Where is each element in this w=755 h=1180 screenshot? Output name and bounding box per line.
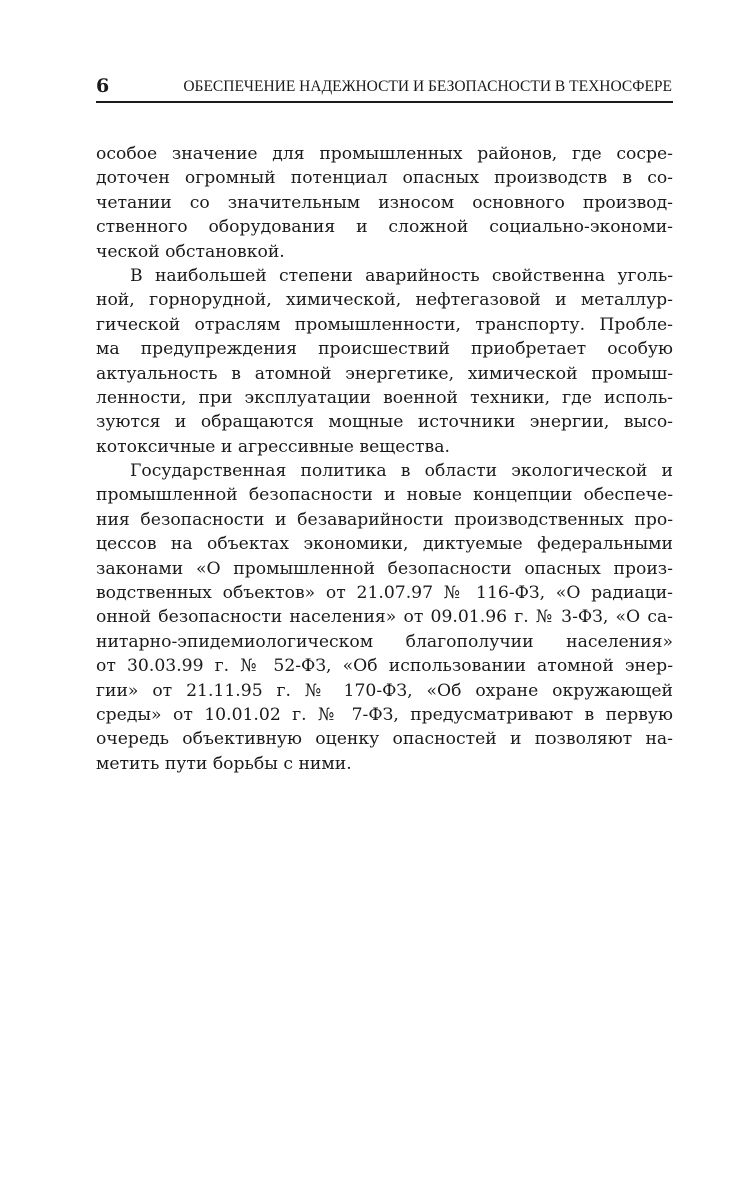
- text-line: Государственная политика в области экологической и: [130, 461, 673, 482]
- text-line: ма предупреждения происшествий приобретает особую: [96, 339, 673, 360]
- header-rule: [96, 101, 673, 103]
- paragraph-2: [96, 264, 673, 459]
- text-line: ленности, при эксплуатации военной техники, где исполь-: [96, 387, 673, 408]
- text-line: доточен огромный потенциал опасных производств в со-: [96, 168, 673, 189]
- paragraph-3: [96, 459, 673, 776]
- page-header: [96, 74, 672, 102]
- running-title: ОБЕСПЕЧЕНИЕ НАДЕЖНОСТИ И БЕЗОПАСНОСТИ В ТЕХНОСФЕРЕ: [183, 78, 672, 95]
- text-line: водственных объектов» от 21.07.97 № 116-ФЗ, «О радиаци-: [96, 583, 673, 604]
- text-line: ственного оборудования и сложной социально-экономи-: [96, 217, 673, 238]
- text-line: очередь объективную оценку опасностей и позволяют на-: [96, 729, 673, 750]
- text-line: среды» от 10.01.02 г. № 7-ФЗ, предусматривают в первую: [96, 704, 673, 725]
- text-line: метить пути борьбы с ними.: [96, 753, 352, 774]
- body-text: [96, 142, 673, 776]
- paragraph-1: [96, 142, 673, 264]
- text-line: котоксичные и агрессивные вещества.: [96, 436, 450, 457]
- text-line: промышленной безопасности и новые концепции обеспече-: [96, 485, 673, 506]
- text-line: законами «О промышленной безопасности опасных произ-: [96, 558, 673, 579]
- text-line: особое значение для промышленных районов, где сосре-: [96, 144, 673, 164]
- text-line: онной безопасности населения» от 09.01.96 г. № 3-ФЗ, «О са-: [96, 607, 673, 628]
- text-line: ния безопасности и безаварийности производственных про-: [96, 509, 673, 530]
- text-line: зуются и обращаются мощные источники энергии, высо-: [96, 412, 673, 433]
- text-line: цессов на объектах экономики, диктуемые федеральными: [96, 534, 673, 555]
- text-line: нитарно-эпидемиологическом благополучии населения»: [96, 631, 673, 652]
- text-line: актуальность в атомной энергетике, химической промыш-: [96, 363, 673, 384]
- text-line: гии» от 21.11.95 г. № 170-ФЗ, «Об охране окружающей: [96, 680, 673, 701]
- page-number: 6: [96, 75, 110, 97]
- text-line: гической отраслям промышленности, транспорту. Пробле-: [96, 314, 673, 335]
- text-line: В наибольшей степени аварийность свойственна уголь-: [130, 265, 673, 286]
- text-line: четании со значительным износом основного производ-: [96, 192, 673, 213]
- text-line: ной, горнорудной, химической, нефтегазовой и металлур-: [96, 290, 673, 311]
- text-line: от 30.03.99 г. № 52-ФЗ, «Об использовании атомной энер-: [96, 656, 673, 677]
- text-line: ческой обстановкой.: [96, 241, 285, 262]
